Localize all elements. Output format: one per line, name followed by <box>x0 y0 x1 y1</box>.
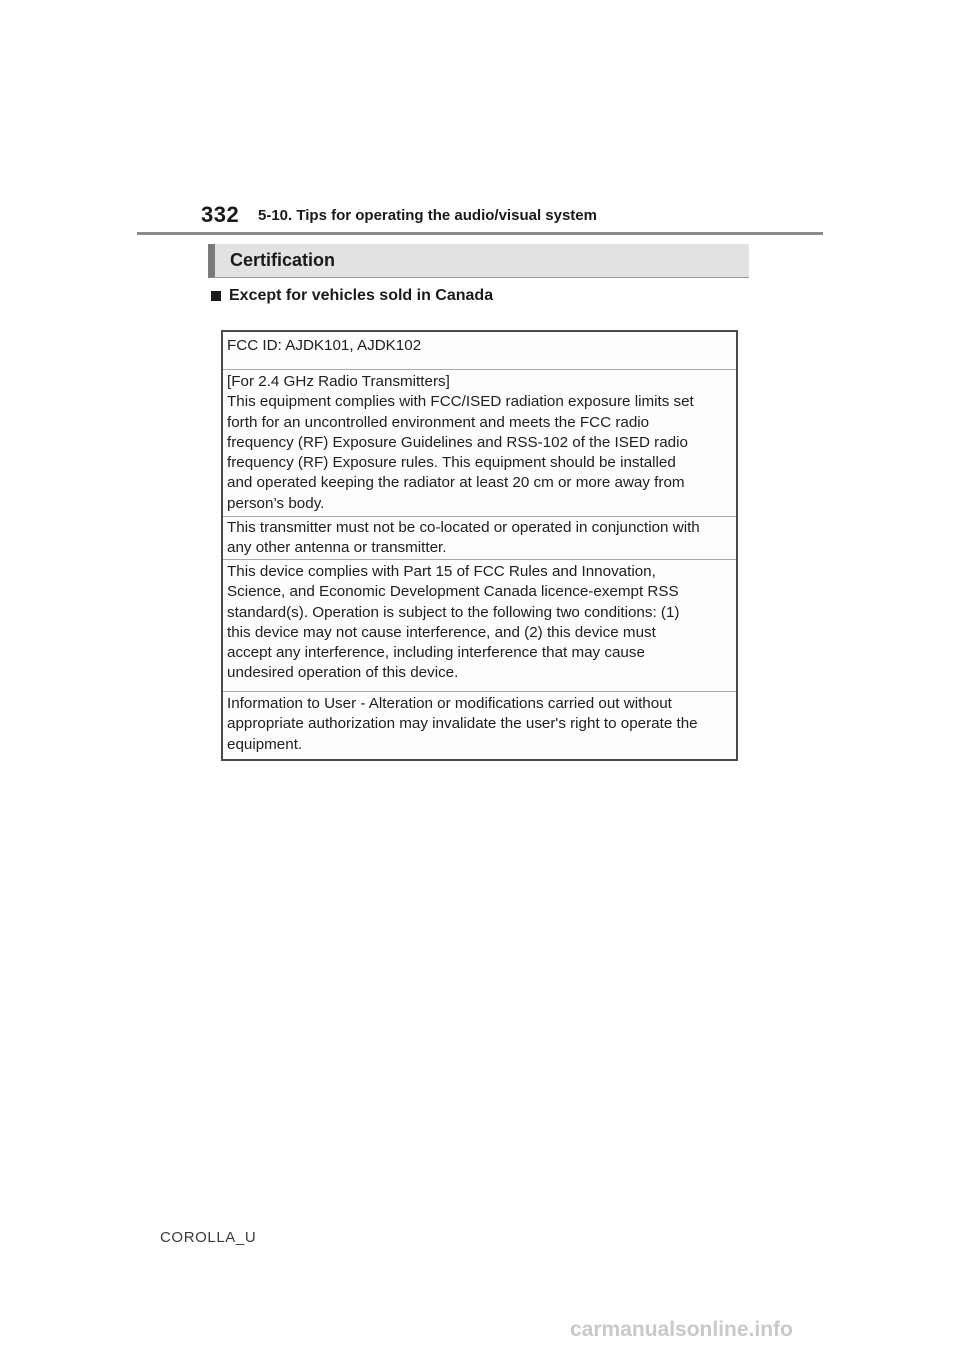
certification-label <box>221 330 738 761</box>
subheading <box>211 287 493 305</box>
part-15-block <box>223 560 736 692</box>
cert-line: This transmitter must not be co-located or operated in conjunction with <box>227 519 700 536</box>
cert-line: equipment. <box>227 735 303 753</box>
page-number: 332 <box>201 202 240 227</box>
chapter-title: 5-10. Tips for operating the audio/visual system <box>258 207 597 224</box>
watermark: carmanualsonline.info <box>570 1318 793 1341</box>
cert-line: person’s body. <box>227 494 325 512</box>
section-header <box>208 244 749 278</box>
subheading-text: Except for vehicles sold in Canada <box>229 287 494 304</box>
cert-line: Science, and Economic Development Canada licence-exempt RSS <box>227 583 679 601</box>
section-title: Certification <box>230 250 336 270</box>
cert-line: frequency (RF) Exposure rules. This equipment should be installed <box>227 454 676 472</box>
cert-line: forth for an uncontrolled environment and meets the FCC radio <box>227 413 650 431</box>
cert-line: Information to User - Alteration or modifications carried out without <box>227 695 672 712</box>
cert-line: frequency (RF) Exposure Guidelines and RSS-102 of the ISED radio <box>227 433 688 451</box>
fcc-id-block <box>223 332 736 370</box>
cert-line: any other antenna or transmitter. <box>227 539 447 557</box>
radio-transmitters-block <box>223 370 736 517</box>
cert-line: standard(s). Operation is subject to the following two conditions: (1) <box>227 603 680 621</box>
square-bullet-icon <box>211 291 221 301</box>
cert-line: FCC ID: AJDK101, AJDK102 <box>227 337 422 354</box>
cert-line: undesired operation of this device. <box>227 664 459 682</box>
cert-line: and operated keeping the radiator at least 20 cm or more away from <box>227 474 685 492</box>
footer-model-code: COROLLA_U <box>160 1229 257 1246</box>
cert-line: accept any interference, including interference that may cause <box>227 644 645 662</box>
header-divider <box>137 232 823 235</box>
cert-line: [For 2.4 GHz Radio Transmitters] <box>227 373 450 390</box>
cert-line: this device may not cause interference, and (2) this device must <box>227 623 656 641</box>
cert-line: This equipment complies with FCC/ISED radiation exposure limits set <box>227 393 694 411</box>
cert-line: This device complies with Part 15 of FCC Rules and Innovation, <box>227 563 656 580</box>
co-location-block <box>223 517 736 560</box>
information-to-user-block <box>223 692 736 759</box>
cert-line: appropriate authorization may invalidate the user's right to operate the <box>227 715 698 733</box>
